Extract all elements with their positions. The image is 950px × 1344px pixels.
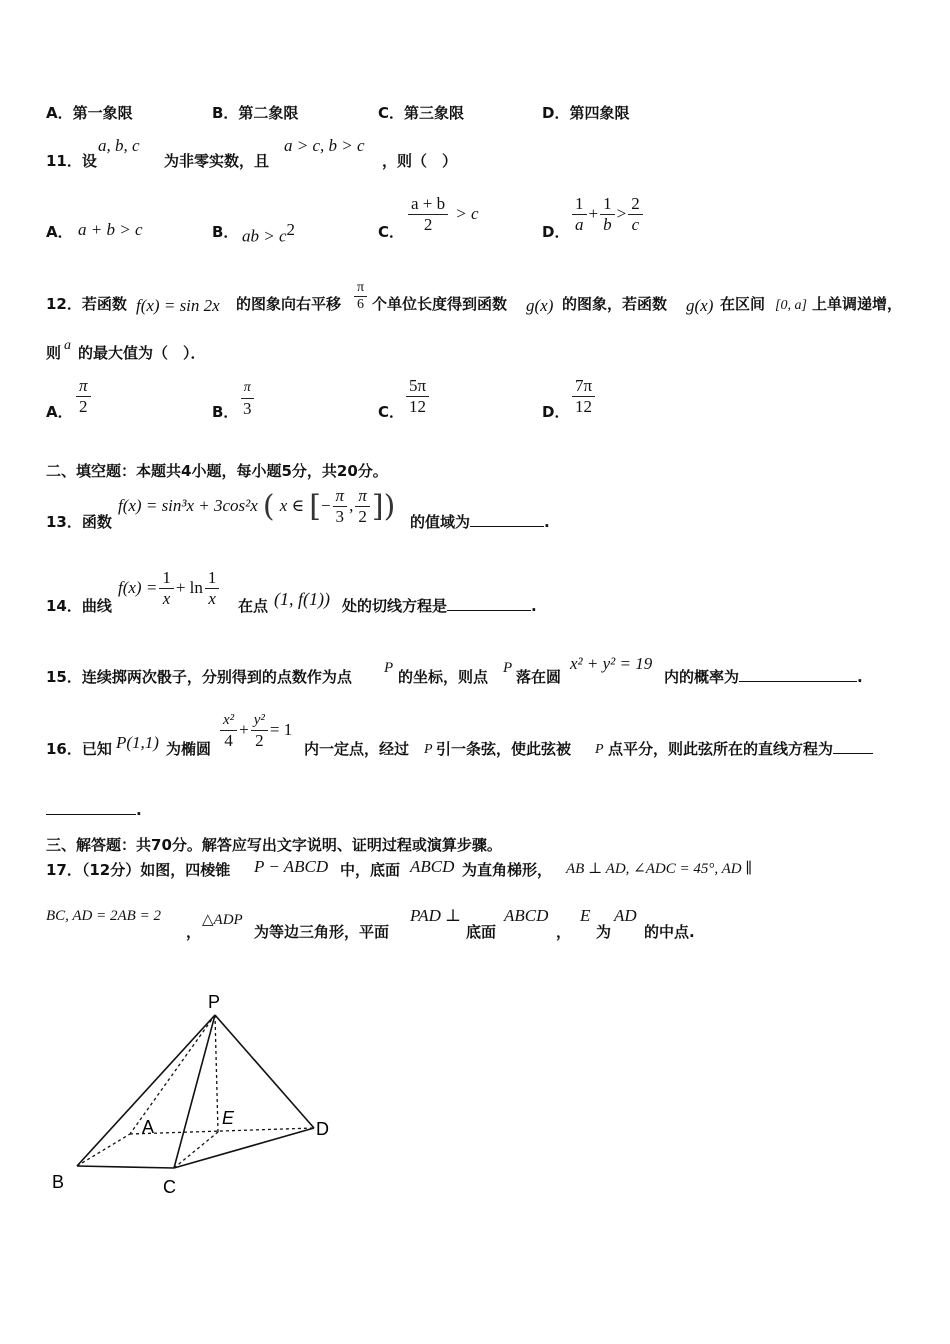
q14-expr: f(x) = $\frac{1}{x}$ + ln $\frac{1}{x}$ [118,568,221,609]
q16-P2: P [595,742,604,757]
label-C: C [163,1177,176,1197]
q16-P: P [424,742,433,757]
q16-t4: 点平分，则此弦所在的直线方程为 [608,738,873,759]
label-P: P [208,992,221,1012]
q12-interval: [0, a] [775,298,807,313]
q11-number: 11．设 [46,152,97,170]
q12-opt-c-label: C． [378,403,405,421]
q12-opt-d-label: D． [542,403,570,421]
q17-t3: 为等边三角形，平面 [254,923,390,941]
label-A: A [142,1117,155,1137]
section-3-heading: 三、解答题：共70分。解答应写出文字说明、证明过程或演算步骤。 [46,836,502,854]
q15-text2: 的坐标，则点 [398,668,489,686]
q16-ellipse: $\frac{\text{x²}}{4}$ + $\frac{\text{y²}}{2}$ = 1 [218,710,292,751]
q11-c-label: C． [378,223,405,241]
q12-number: 12．若函数 [46,295,127,313]
q12-f: f(x) = sin 2x [136,296,220,315]
q17-t4: 底面 [466,923,497,941]
q17-t2: 为直角梯形， [462,861,553,879]
q13-expr: f(x) = sin³x + 3cos²x ( x ∈ [− $\frac{\pi}{3}$ , $\frac{\pi}{2}$ ]) [118,486,396,526]
q16-number: 16．已知 [46,740,112,758]
q15-text1: 15．连续掷两次骰子，分别得到的点数作为点 [46,668,352,686]
edge-PE-hidden [215,1015,218,1132]
q12-g: g(x) [526,296,554,315]
q17-comma: ， [186,923,202,941]
q17-number: 17．（12分）如图，四棱锥 [46,861,231,879]
q14-number: 14．曲线 [46,597,112,615]
q17-triangle: △ADP [202,912,243,928]
q11-mid: 为非零实数，且 [164,152,270,170]
q17-pyramid: P − ABCD [254,857,329,876]
q17-base: ABCD [410,857,455,876]
q17-plane: PAD ⊥ [410,906,462,925]
q12-opt-a-label: A． [46,403,73,421]
q16-t3: 引一条弦，使此弦被 [436,740,572,758]
q17-base2: ABCD [504,906,549,925]
q13-tail: 的值域为 . [410,513,550,531]
section-2-heading: 二、填空题：本题共4小题，每小题5分，共20分。 [46,462,388,480]
q16-t1: 为椭圆 [166,740,212,758]
q12-opt-d: $\frac{7\pi}{12}$ [570,376,597,417]
q11-condition: a > c, b > c [284,136,365,155]
q15-circle: x² + y² = 19 [570,654,653,673]
q17-t5: 为 [596,923,612,941]
q11-c-expr: $\frac{a + b}{2}$ > c [406,194,479,235]
q17-comma2: ， [556,923,572,941]
q17-cond1: AB ⊥ AD, ∠ADC = 45°, AD ∥ [566,861,753,877]
q12-t4: 在区间 [720,295,766,313]
q14-point: (1, f(1)) [274,589,330,609]
q12-t3: 的图象，若函数 [562,295,668,313]
q15-P2: P [503,660,513,676]
q11-a-label: A． [46,223,73,241]
q12-opt-b: $\frac{\pi}{3}$ [238,378,257,419]
q11-b-label: B． [212,223,239,241]
q17-t6: 的中点. [644,923,695,941]
edge-CD [174,1128,314,1168]
q12-t2: 个单位长度得到函数 [372,295,508,313]
q16-line2: . [46,800,142,819]
q11-tail: ，则（ ） [382,152,458,170]
q15-text3: 落在圆 [516,668,562,686]
label-E: E [222,1108,235,1128]
edge-AB-hidden [77,1134,130,1166]
q12-t1: 的图象向右平移 [236,295,342,313]
q11-d-label: D． [542,223,570,241]
edge-BC [77,1166,174,1168]
q13-number: 13．函数 [46,513,112,531]
q12-a-var: a [64,338,71,353]
option-c: C．第三象限 [378,104,465,122]
q17-cond2: BC, AD = 2AB = 2 [46,908,161,924]
q12-opt-c: $\frac{5\pi}{12}$ [404,376,431,417]
q16-t2: 内一定点，经过 [304,740,410,758]
q11-d-expr: $\frac{1}{a}$ + $\frac{1}{b}$ > $\frac{2}{c}$ [570,194,645,235]
edge-CE-hidden [174,1132,218,1168]
q15-text4: 内的概率为 . [664,668,863,686]
option-d: D．第四象限 [542,104,630,122]
option-a: A．第一象限 [46,104,133,122]
option-b: B．第二象限 [212,104,299,122]
q12-opt-a: $\frac{\pi}{2}$ [74,376,93,417]
q11-vars: a, b, c [98,136,140,155]
q11-b-expr: ab > $c^2$ [242,220,296,246]
q12-opt-b-label: B． [212,403,239,421]
label-D: D [316,1119,329,1139]
q11-a-expr: a + b > c [78,220,143,239]
q12-g2: g(x) [686,296,714,315]
q12-line2b: 的最大值为（ ）． [78,344,206,362]
q12-shift: $\frac{\pi}{6}$ [352,280,369,313]
q12-t5: 上单调递增， [812,295,903,313]
q15-P: P [384,660,394,676]
q14-mid: 在点 [238,597,269,615]
q17-E: E [580,906,591,925]
q14-tail: 处的切线方程是 . [342,597,537,615]
q17-t1: 中，底面 [340,861,401,879]
label-B: B [52,1172,65,1192]
edge-AD-hidden [130,1128,314,1134]
q12-line2a: 则 [46,344,62,362]
q17-AD: AD [614,906,637,925]
q16-point: P(1,1) [116,733,159,752]
